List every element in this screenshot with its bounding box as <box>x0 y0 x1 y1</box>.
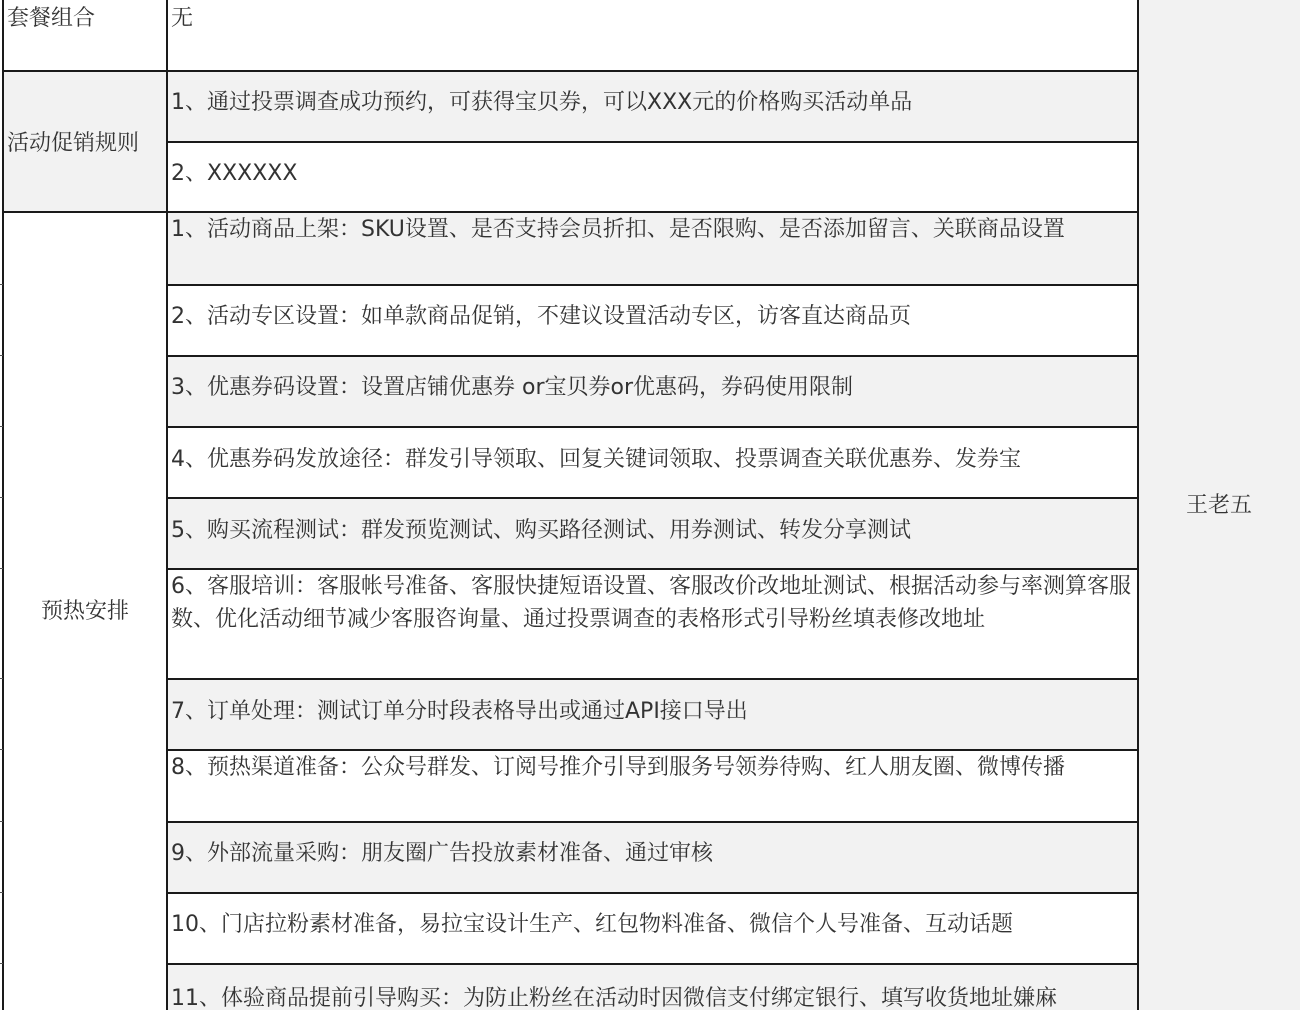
promo-rule-text: 2、XXXXXX <box>171 161 298 186</box>
grid-line-row <box>166 892 1139 894</box>
row-tick <box>0 426 3 427</box>
preheat-item-row <box>167 751 1138 823</box>
preheat-item-text: 1、活动商品上架：SKU设置、是否支持会员折扣、是否限购、是否添加留言、关联商品设置 <box>171 217 1065 242</box>
row-tick <box>0 821 3 822</box>
grid-line-row <box>2 70 1139 72</box>
preheat-item-row <box>167 213 1138 286</box>
preheat-item-row <box>167 357 1138 428</box>
preheat-item-text: 7、订单处理：测试订单分时段表格导出或通过API接口导出 <box>171 699 748 724</box>
row-tick <box>0 284 3 285</box>
grid-line-label <box>166 0 168 1010</box>
owner-name: 王老五 <box>1185 492 1252 518</box>
preheat-item-text: 6、客服培训：客服帐号准备、客服快捷短语设置、客服改价改地址测试、根据活动参与率测算客服数、优化活动细节减少客服咨询量、通过投票调查的表格形式引导粉丝填表修改地址 <box>171 574 1132 632</box>
preheat-item-text: 4、优惠券码发放途径：群发引导领取、回复关键词领取、投票调查关联优惠券、发券宝 <box>171 447 1021 472</box>
promo-rule-text: 1、通过投票调查成功预约，可获得宝贝券，可以XXX元的价格购买活动单品 <box>171 90 913 115</box>
preheat-item-text: 5、购买流程测试：群发预览测试、购买路径测试、用券测试、转发分享测试 <box>171 518 911 543</box>
preheat-item-text: 10、门店拉粉素材准备，易拉宝设计生产、红包物料准备、微信个人号准备、互动话题 <box>171 912 1013 937</box>
preheat-item-text: 11、体验商品提前引导购买：为防止粉丝在活动时因微信支付绑定银行、填写收货地址嫌麻 <box>171 986 1057 1010</box>
grid-line-row <box>166 963 1139 965</box>
grid-line-row <box>166 284 1139 286</box>
preheat-item-row <box>167 894 1138 965</box>
promo-rules-label-cell <box>3 72 167 213</box>
preheat-label-cell <box>3 213 167 1010</box>
grid-line-left <box>2 0 4 1010</box>
preheat-item-text: 3、优惠券码设置：设置店铺优惠券 or宝贝券or优惠码，券码使用限制 <box>171 375 854 400</box>
promo-rules-label: 活动促销规则 <box>7 131 140 156</box>
package-content: 无 <box>171 6 194 31</box>
grid-line-row <box>2 211 1139 213</box>
preheat-label: 预热安排 <box>40 599 129 624</box>
preheat-item-row <box>167 965 1138 1010</box>
row-tick <box>0 568 3 569</box>
row-tick <box>0 355 3 356</box>
grid-line-row <box>166 678 1139 680</box>
preheat-item-text: 2、活动专区设置：如单款商品促销，不建议设置活动专区，访客直达商品页 <box>171 304 911 329</box>
preheat-item-text: 8、预热渠道准备：公众号群发、订阅号推介引导到服务号领券待购、红人朋友圈、微博传播 <box>171 755 1066 780</box>
preheat-item-row <box>167 499 1138 570</box>
promo-rule-row <box>167 143 1138 213</box>
package-content-cell <box>167 0 1138 72</box>
grid-line-row <box>166 141 1139 143</box>
grid-line-row <box>166 497 1139 499</box>
grid-line-row <box>166 821 1139 823</box>
preheat-item-row <box>167 823 1138 894</box>
preheat-item-row <box>167 286 1138 357</box>
package-label-cell <box>3 0 167 72</box>
row-tick <box>0 892 3 893</box>
owner-cell <box>1138 0 1300 1010</box>
row-tick <box>0 963 3 964</box>
promo-rule-row <box>167 72 1138 143</box>
row-tick <box>0 749 3 750</box>
grid-line-row <box>166 568 1139 570</box>
grid-line-row <box>166 426 1139 428</box>
grid-line-right <box>1137 0 1139 1010</box>
preheat-item-row <box>167 570 1138 680</box>
preheat-item-row <box>167 428 1138 499</box>
row-tick <box>0 678 3 679</box>
grid-line-row <box>166 355 1139 357</box>
grid-line-row <box>166 749 1139 751</box>
preheat-item-text: 9、外部流量采购：朋友圈广告投放素材准备、通过审核 <box>171 841 713 866</box>
preheat-item-row <box>167 680 1138 751</box>
row-tick <box>0 497 3 498</box>
package-label: 套餐组合 <box>7 6 96 31</box>
